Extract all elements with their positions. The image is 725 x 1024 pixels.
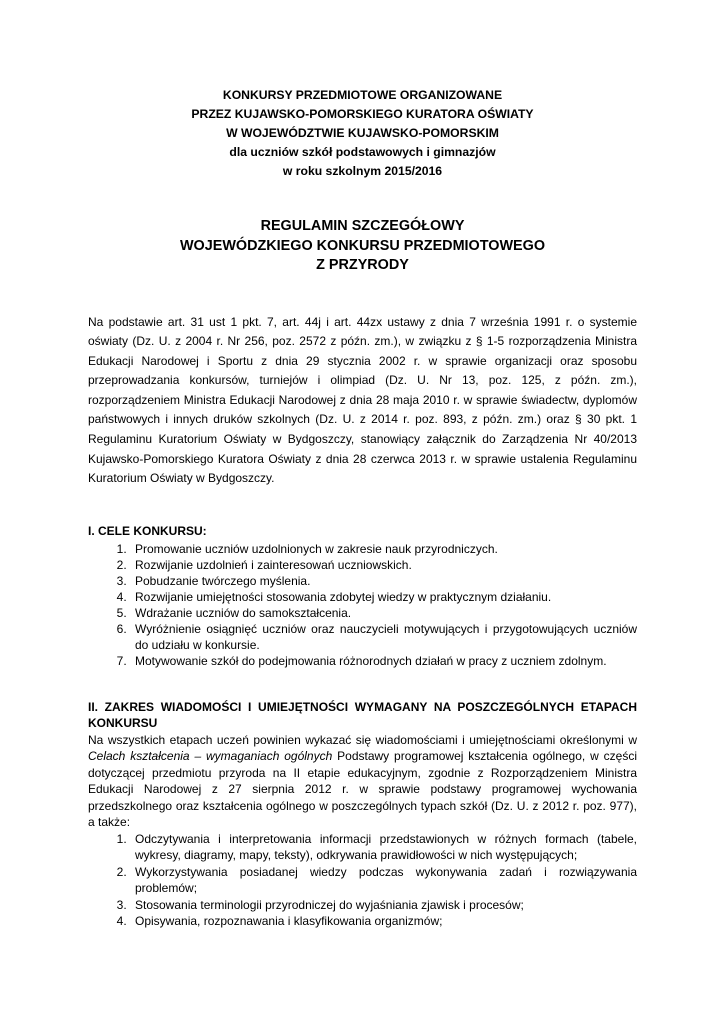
list-item: 1. Odczytywania i interpretowania informacji przedstawionych w różnych formach (tabele, wykresy, diagramy, mapy, teksty), odkrywania prawidłowości w nich występujących; bbox=[130, 831, 637, 864]
list-item: 3. Stosowania terminologii przyrodniczej do wyjaśniania zjawisk i procesów; bbox=[130, 897, 637, 914]
title-line: Z PRZYRODY bbox=[316, 257, 409, 273]
header-line: dla uczniów szkół podstawowych i gimnazjów bbox=[229, 145, 496, 159]
list-item: 6. Wyróżnienie osiągnięć uczniów oraz nauczycieli motywujących i przygotowujących uczniów do udziału w konkursie. bbox=[130, 621, 637, 653]
goals-list bbox=[88, 541, 637, 669]
title-line: WOJEWÓDZKIEGO KONKURSU PRZEDMIOTOWEGO bbox=[179, 237, 546, 254]
list-item: 2. Wykorzystywania posiadanej wiedzy podczas wykonywania zadań i rozwiązywania problemów; bbox=[130, 864, 637, 897]
list-item: 1. Promowanie uczniów uzdolnionych w zakresie nauk przyrodniczych. bbox=[130, 541, 637, 557]
header-line: PRZEZ KUJAWSKO-POMORSKIEGO KURATORA OŚWIATY bbox=[191, 107, 534, 121]
scope-paragraph-start: Na wszystkich etapach uczeń powinien wykazać się wiadomościami i umiejętnościami określonymi w bbox=[88, 732, 637, 747]
document-title bbox=[88, 217, 637, 276]
header-line: KONKURSY PRZEDMIOTOWE ORGANIZOWANE bbox=[222, 88, 503, 102]
list-item: 2. Rozwijanie uzdolnień i zainteresowań uczniowskich. bbox=[130, 557, 637, 573]
scope-paragraph-end: Podstawy programowej kształcenia ogólnego, w części dotyczącej przedmiotu przyroda na II etapie edukacyjnym, zgodnie z Rozporządzeniem Ministra Edukacji Narodowej z 27 sierpnia 2012 r. w sprawie podstawy programowej wychowania przedszkolnego oraz kształcenia ogólnego w poszczególnych typach szkół (Dz. U. z 2012 r. poz. 977), a także: bbox=[88, 749, 637, 830]
title-line: REGULAMIN SZCZEGÓŁOWY bbox=[260, 218, 465, 234]
scope-paragraph-italic: Celach kształcenia – wymaganiach ogólnych bbox=[88, 749, 333, 764]
intro-paragraph: Na podstawie art. 31 ust 1 pkt. 7, art. 44j i art. 44zx ustawy z dnia 7 września 1991 r. o systemie oświaty (Dz. U. z 2004 r. Nr 256, poz. 2572 z późn. zm.), w związku z § 1-5 rozporządzenia Ministra Edukacji Narodowej i Sportu z dnia 29 stycznia 2002 r. w sprawie organizacji oraz sposobu przeprowadzania konkursów, turniejów i olimpiad (Dz. U. Nr 13, poz. 125, z późn. zm.), rozporządzeniem Ministra Edukacji Narodowej z dnia 28 maja 2010 r. w sprawie świadectw, dyplomów państwowych i innych druków szkolnych (Dz. U. z 2014 r. poz. 893, z późn. zm.) oraz § 30 pkt. 1 Regulaminu Kuratorium Oświaty w Bydgoszczy, stanowiący załącznik do Zarządzenia Nr 40/2013 Kujawsko-Pomorskiego Kuratora Oświaty z dnia 28 czerwca 2013 r. w sprawie ustalenia Regulaminu Kuratorium Oświaty w Bydgoszczy. bbox=[88, 314, 637, 486]
section-heading-scope: II. ZAKRES WIADOMOŚCI I UMIEJĘTNOŚCI WYMAGANY NA POSZCZEGÓLNYCH ETAPACH KONKURSU bbox=[88, 699, 637, 731]
list-item: 4. Opisywania, rozpoznawania i klasyfikowania organizmów; bbox=[130, 913, 637, 930]
document-header bbox=[88, 86, 637, 181]
scope-paragraph bbox=[88, 732, 637, 831]
list-item: 4. Rozwijanie umiejętności stosowania zdobytej wiedzy w praktycznym działaniu. bbox=[130, 589, 637, 605]
list-item: 5. Wdrażanie uczniów do samokształcenia. bbox=[130, 605, 637, 621]
header-line: w roku szkolnym 2015/2016 bbox=[282, 164, 443, 178]
scope-list bbox=[88, 831, 637, 930]
list-item: 7. Motywowanie szkół do podejmowania różnorodnych działań w pracy z uczniem zdolnym. bbox=[130, 653, 637, 669]
header-line: W WOJEWÓDZTWIE KUJAWSKO-POMORSKIM bbox=[226, 126, 499, 140]
section-heading-goals: I. CELE KONKURSU: bbox=[88, 523, 207, 538]
list-item: 3. Pobudzanie twórczego myślenia. bbox=[130, 573, 637, 589]
